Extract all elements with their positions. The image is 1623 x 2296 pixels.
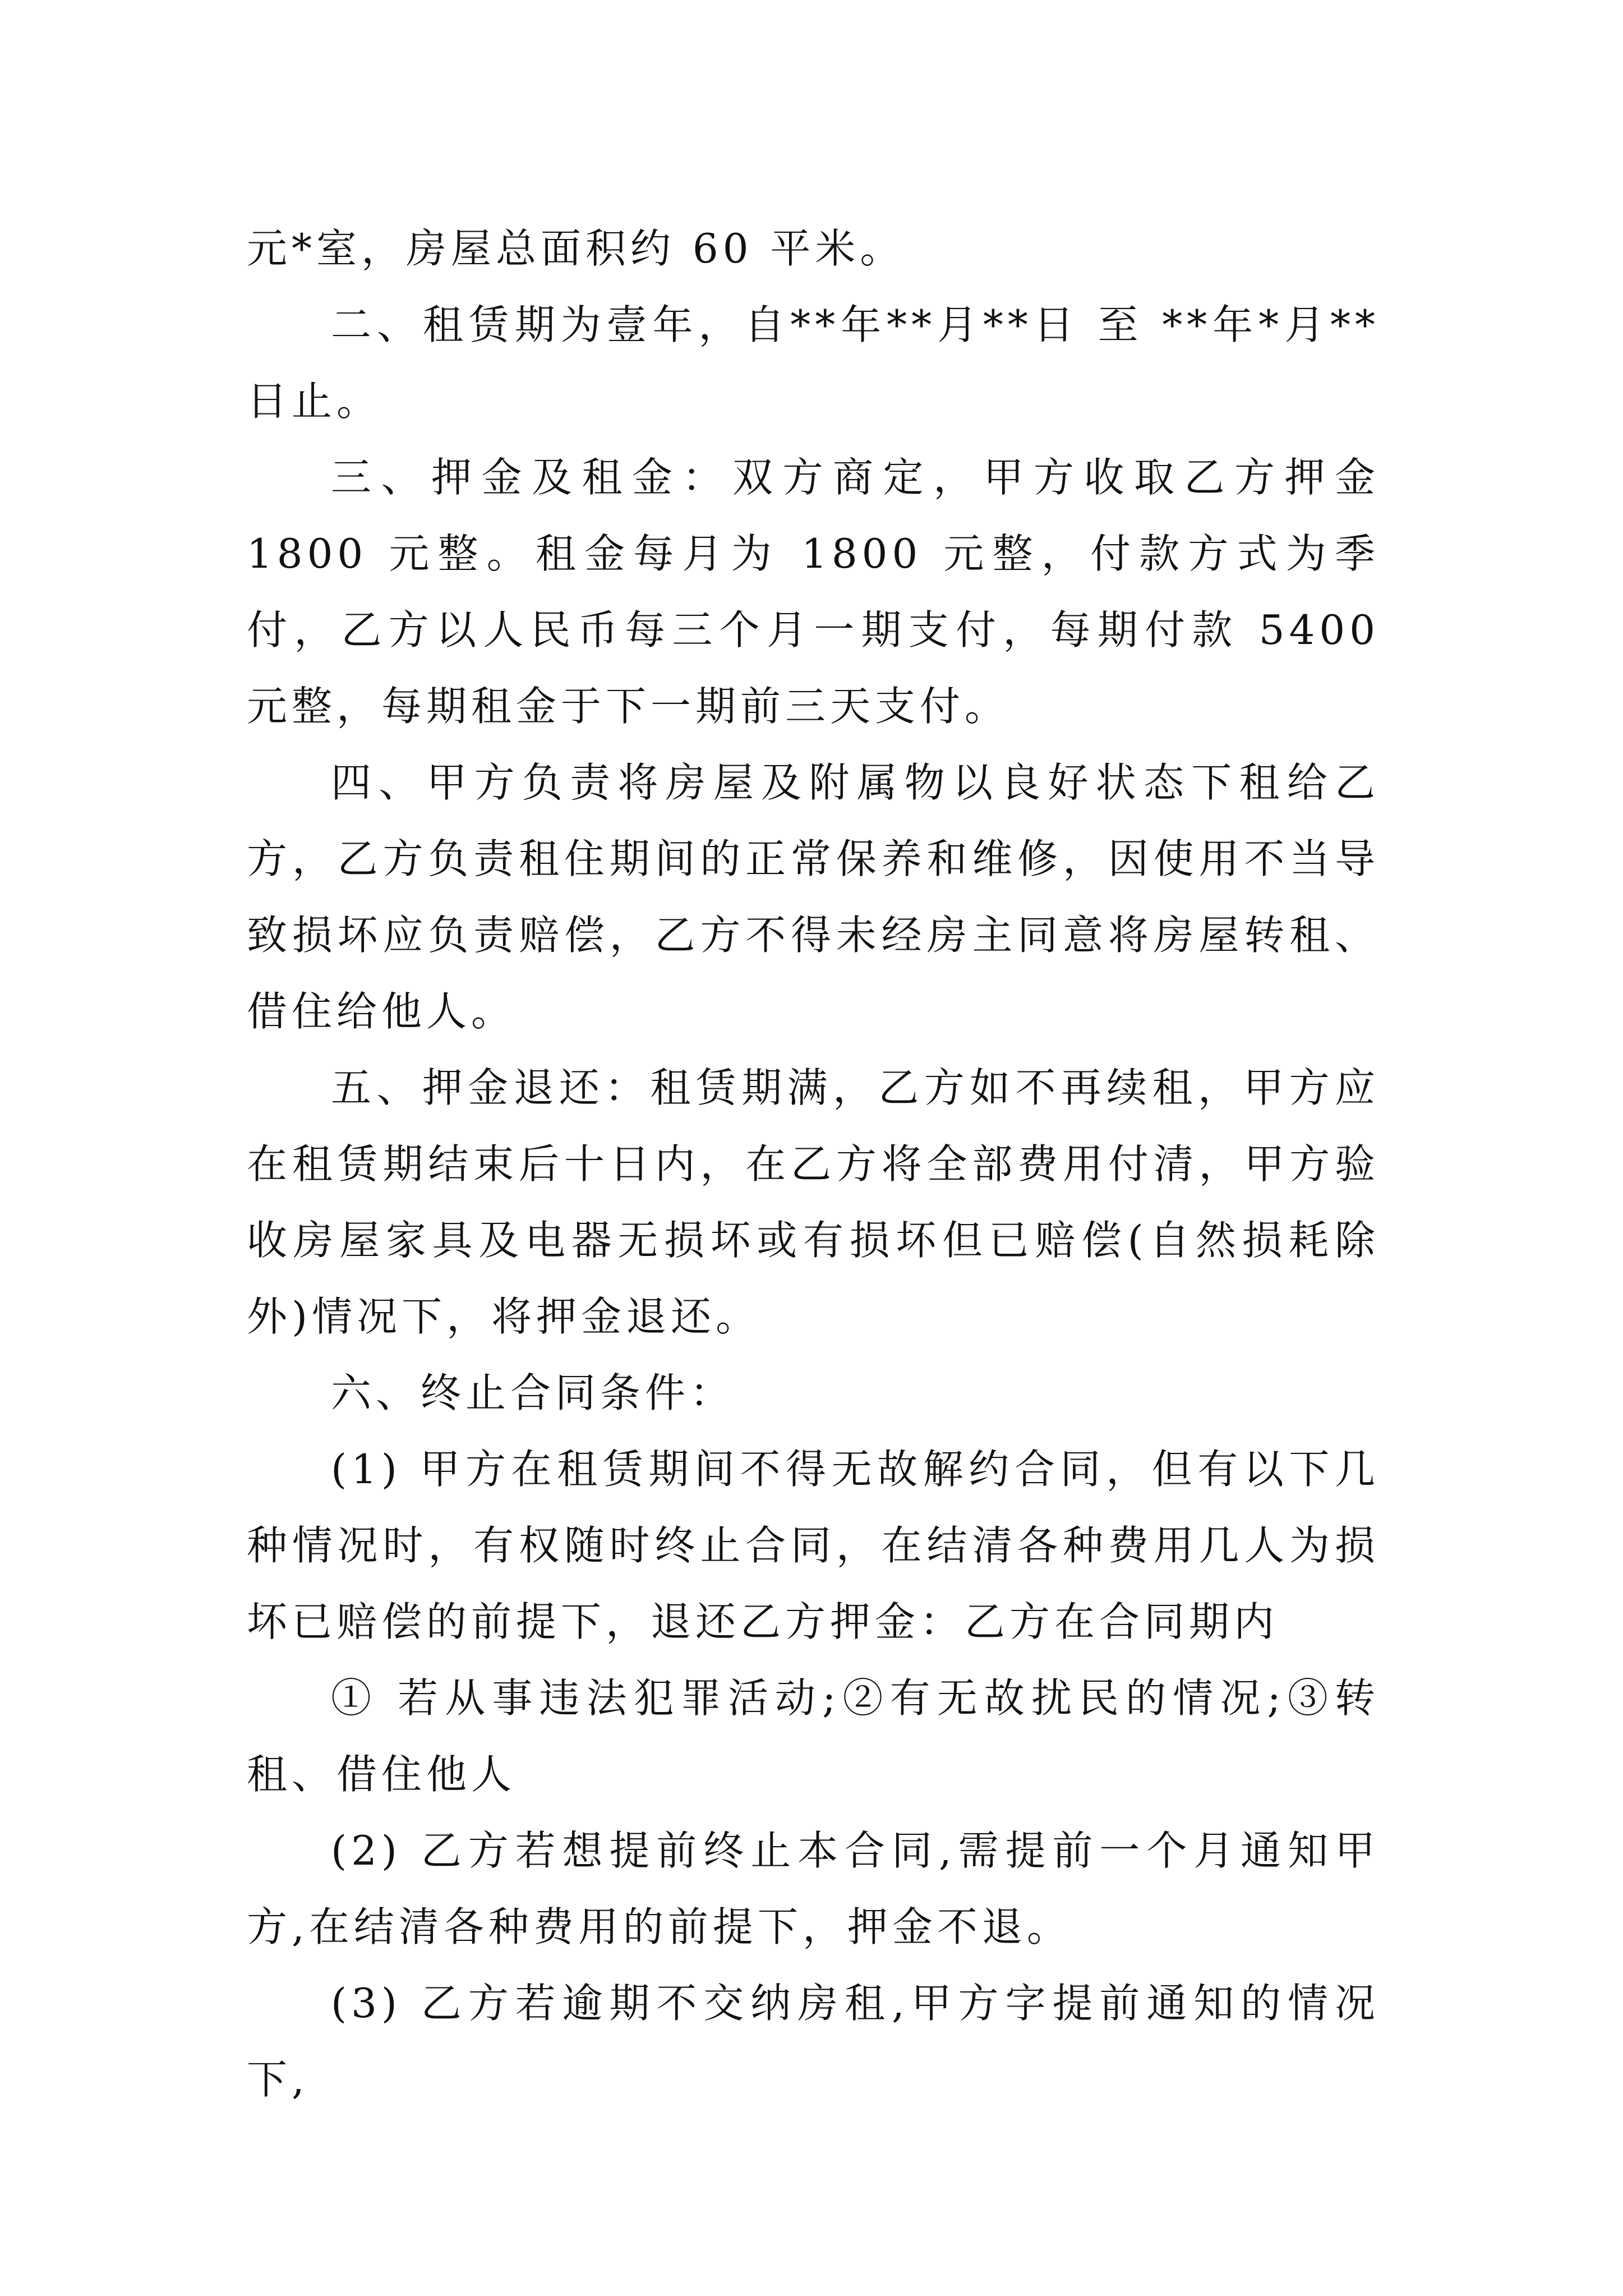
paragraph-property-area: 元*室，房屋总面积约 60 平米。 bbox=[247, 225, 905, 272]
paragraph-termination-list: ① 若从事违法犯罪活动;②有无故扰民的情况;③转租、借住他人 bbox=[247, 1674, 1380, 1798]
paragraph-termination-3: (3) 乙方若逾期不交纳房租,甲方字提前通知的情况下, bbox=[247, 1980, 1380, 2103]
paragraph-termination-2: (2) 乙方若想提前终止本合同,需提前一个月通知甲方,在结清各种费用的前提下，押金不退。 bbox=[247, 1827, 1380, 1950]
paragraph-termination-1: (1) 甲方在租赁期间不得无故解约合同，但有以下几种情况时，有权随时终止合同，在结清各种费用几人为损坏已赔偿的前提下，退还乙方押金：乙方在合同期内 bbox=[247, 1446, 1380, 1645]
paragraph-lease-term: 二、租赁期为壹年，自**年**月**日 至 **年*月**日止。 bbox=[247, 301, 1380, 425]
paragraph-termination-heading: 六、终止合同条件： bbox=[331, 1369, 735, 1416]
paragraph-deposit-return: 五、押金退还：租赁期满，乙方如不再续租，甲方应在租赁期结束后十日内，在乙方将全部费用付清，甲方验收房屋家具及电器无损坏或有损坏但已赔偿(自然损耗除外)情况下，将押金退还。 bbox=[247, 1064, 1380, 1340]
document-body bbox=[247, 210, 1380, 2118]
paragraph-deposit-rent: 三、押金及租金：双方商定，甲方收取乙方押金 1800 元整。租金每月为 1800 元整，付款方式为季付，乙方以人民币每三个月一期支付，每期付款 5400 元整，每期租金于下一期前三天支付。 bbox=[247, 454, 1380, 730]
paragraph-maintenance: 四、甲方负责将房屋及附属物以良好状态下租给乙方，乙方负责租住期间的正常保养和维修，因使用不当导致损坏应负责赔偿，乙方不得未经房主同意将房屋转租、借住给他人。 bbox=[247, 759, 1380, 1035]
